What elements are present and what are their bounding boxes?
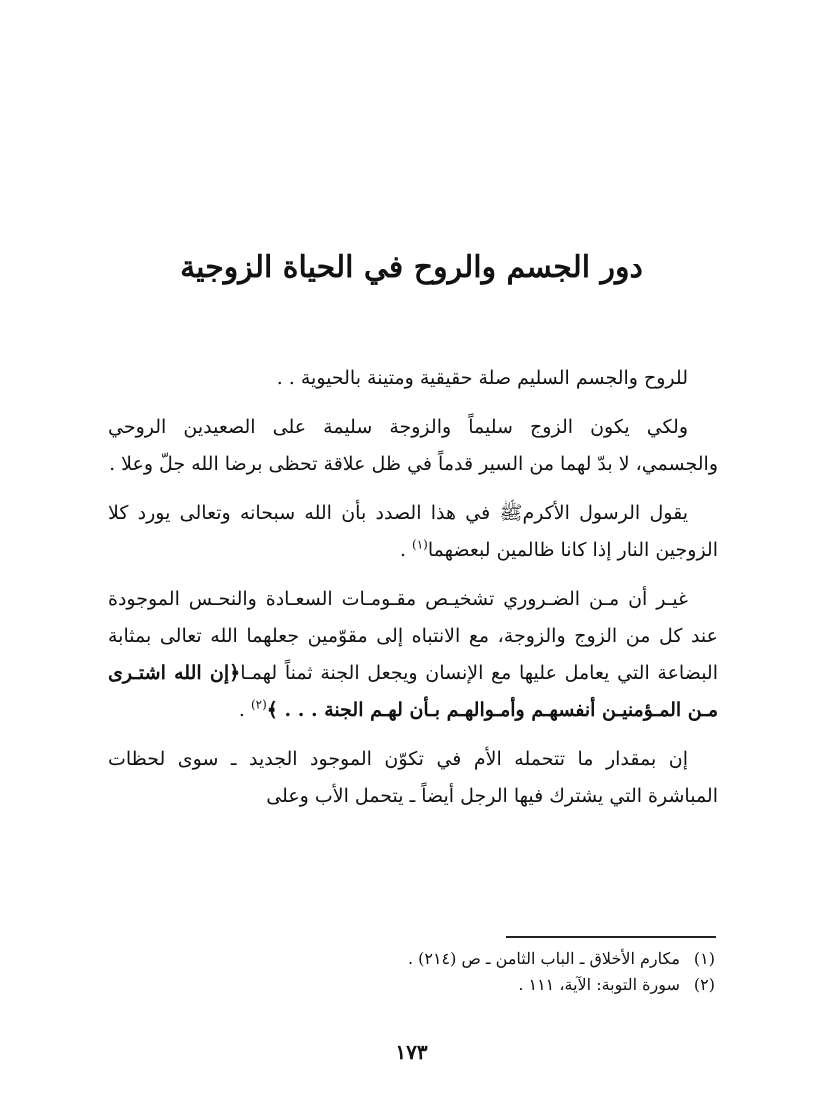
body-text bbox=[108, 360, 718, 827]
paragraph-4-end: . bbox=[238, 699, 251, 721]
paragraph-3-end: . bbox=[399, 539, 413, 561]
paragraph-3-middle: في هذا الصدد بأن الله سبحانه وتعالى يورد كلا الزوجين النار إذا كانا ظالمين لبعضهما bbox=[108, 502, 718, 561]
chapter-title: دور الجسم والروح في الحياة الزوجية bbox=[180, 250, 643, 285]
footnote-ref-1: (١) bbox=[412, 537, 428, 552]
page-number: ١٧٣ bbox=[395, 1040, 428, 1064]
footnote-1 bbox=[105, 946, 715, 972]
quran-quote: ﴿إن الله اشتـرى مـن المـؤمنيـن أنفسهـم وأمـوالهـم بـأن لهـم الجنة . . . ﴾ bbox=[108, 662, 718, 721]
paragraph-4 bbox=[108, 581, 718, 729]
footnote-2-text: سورة التوبة: الآية، ١١١ . bbox=[518, 975, 680, 994]
footnotes bbox=[105, 946, 715, 998]
footnote-1-text: مكارم الأخلاق ـ الباب الثامن ـ ص (٢١٤) . bbox=[407, 949, 680, 968]
paragraph-3-start: يقول الرسول الأكرم bbox=[522, 502, 688, 524]
paragraph-3 bbox=[108, 495, 718, 569]
footnote-1-number: (١) bbox=[693, 949, 715, 968]
footnote-ref-2: (٢) bbox=[250, 697, 267, 712]
honorific-symbol: ﷺ bbox=[499, 502, 523, 524]
paragraph-2: ولكي يكون الزوج سليماً والزوجة سليمة على الصعيدين الروحي والجسمي، لا بدّ لهما من السير قدماً في ظل علاقة تحظى برضا الله جلّ وعلا . bbox=[108, 416, 718, 475]
paragraph-4-start: غيـر أن مـن الضـروري تشخيـص مقـومـات السعـادة والنحـس الموجودة عند كل من الزوج والزوجة، مع الانتباه إلى مقوّمين جعلهما الله تعالى بمثابة البضاعة التي يعامل عليها مع الإنسان ويجعل الجنة ثمناً لهمـا bbox=[108, 588, 719, 684]
footnote-2 bbox=[105, 972, 715, 998]
paragraph-1: للروح والجسم السليم صلة حقيقية ومتينة بالحيوية . . bbox=[276, 367, 688, 389]
paragraph-5: إن بمقدار ما تتحمله الأم في تكوّن الموجود الجديد ـ سوى لحظات المباشرة التي يشترك فيها الرجل أيضاً ـ يتحمل الأب وعلى bbox=[108, 748, 718, 807]
footnote-2-number: (٢) bbox=[693, 975, 715, 994]
footnote-divider bbox=[506, 936, 716, 938]
